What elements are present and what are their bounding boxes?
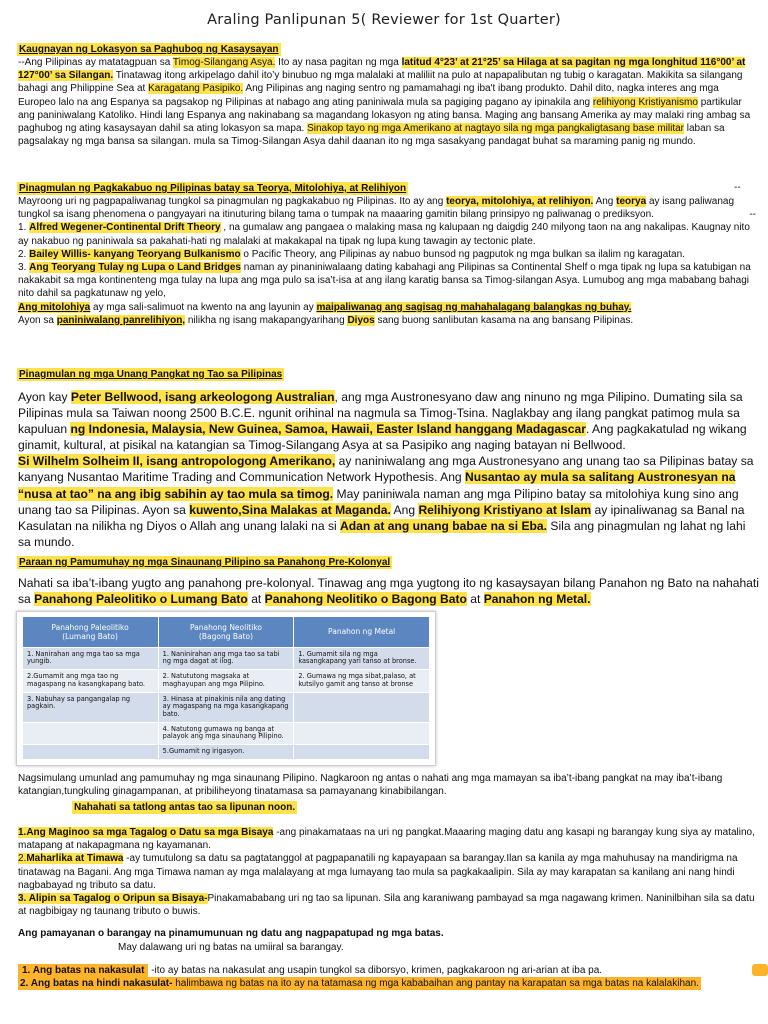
text: ay ipinaliwanag sa Banal na Kasulatan na nilikha ng Diyos o Allah ang unang lalaki na si	[18, 502, 745, 533]
antas-list	[18, 826, 756, 918]
highlight-line	[18, 977, 701, 990]
text: Ito ay nasa pagitan ng mga	[275, 57, 402, 68]
table-row	[23, 722, 430, 745]
highlight: Timog-Silangang Asya.	[172, 57, 276, 68]
highlight: latitud 4°23’ at 21°25’ sa Hilaga at sa pagitan ng mga longhitud 116°00’ at 127°00’ sa Silangan.	[18, 57, 746, 82]
highlight: Panahon ng Metal.	[483, 592, 591, 607]
text: Ang	[593, 196, 617, 207]
highlight: Panahong Paleolitiko o Lumang Bato	[34, 592, 248, 607]
text: Ayon sa	[18, 314, 57, 326]
table-header-row	[23, 617, 430, 647]
batas-list	[18, 964, 756, 990]
text: o Pacific Theory, ang Pilipinas ay nabuo bunsod ng pagputok ng mga bulkan sa ilalim ng karagatan.	[240, 248, 685, 260]
panahon-table	[22, 617, 430, 760]
highlight: Maharlika at Timawa	[26, 853, 124, 865]
page-title: Araling Panlipunan 5( Reviewer for 1st Quarter)	[207, 12, 561, 28]
text: , ang mga Austronesyano daw ang ninuno ng mga Pilipino. Dumating sila sa Pilipinas mula sa Taiwan noong 2500 B.C.E. ngunit orihinal na nagmula sa Timog-Tsina. Naglakbay ang ilang pangkat patimog mula sa kapuluan	[18, 390, 743, 437]
text: sang buong sanlibutan kasama na ang bansang Pilipinas.	[374, 314, 634, 326]
table-cell: 1. Gumamit sila ng mga kasangkapang yari tanso at bronse.	[294, 647, 430, 670]
text: nilikha ng isang makapangyarihang	[185, 314, 348, 326]
lipunan-intro: Nagsimulang umunlad ang pamumuhay ng mga sinaunang Pilipino. Nagkaroon ng antas o nahati ang mga mamayan sa iba’t-ibang pangkat na may iba’t-ibang katangian,tungkuling ginagampanan, at pribiliheyong tinatamasa sa pamayanang kinabibilangan.	[18, 773, 723, 798]
highlight: Bailey Willis- kanyang Teoryang Bulkanismo	[29, 248, 241, 260]
table-cell: 1. Nanirahan ang mga tao sa mga yungib.	[23, 647, 159, 670]
dash-marker: --	[749, 209, 756, 221]
table-cell: 3. Nabuhay sa pangangalap ng pagkain.	[23, 692, 159, 722]
text: -ang pinakamataas na uri ng pangkat.Maaaring maging datu ang kasapi ng barangay kung siya ay matalino, matapang at nakapagmana ng kayamanan.	[18, 827, 755, 852]
table-cell: 4. Natutong gumawa ng banga at palayok ang mga sinaunang Pilipino.	[158, 722, 294, 745]
text: Nahati sa iba’t-ibang yugto ang panahong pre-kolonyal. Tinawag ang mga yugtong ito ng kasaysayan bilang Panahon ng Bato na nahahati sa	[18, 576, 759, 607]
table-cell	[23, 722, 159, 745]
text: Ayon kay	[18, 390, 71, 404]
section-body-unang-pangkat	[18, 389, 760, 550]
text: Mayroong uri ng pagpapaliwanag tungkol sa pinagmulan ng pagkakabuo ng Pilipinas. Ito ay ang	[18, 196, 447, 207]
highlight: 1. Ang batas na nakasulat	[18, 964, 148, 977]
highlight: Nusantao ay mula sa salitang Austronesyan na “nusa at tao” na ang ibig sabihin ay tao mula sa timog.	[18, 470, 736, 501]
text: 2.	[18, 248, 30, 260]
section-heading-pamumuhay: Paraan ng Pamumuhay ng mga Sinaunang Pilipino sa Panahong Pre-Kolonyal	[19, 557, 391, 568]
highlight: Alfred Wegener-Continental Drift Theory	[29, 222, 221, 234]
table-row	[23, 647, 430, 670]
highlight: ng Indonesia, Malaysia, New Guinea, Samoa, Hawaii, Easter Island hanggang Madagascar	[70, 422, 586, 437]
highlight: 2. Ang batas na hindi nakasulat-	[20, 978, 173, 990]
batas-statement: Ang pamayanan o barangay na pinamumunuan ng datu ang nagpapatupad ng mga batas.	[18, 928, 444, 939]
highlight: teorya	[616, 196, 647, 207]
highlight: paniniwalang panrelihiyon,	[56, 314, 186, 326]
text: -ito ay batas na nakasulat ang usapin tungkol sa diborsyo, krimen, pagkakaroon ng ari-arian at iba pa.	[148, 965, 603, 976]
text: May paniniwala naman ang mga Pilipino batay sa mitolohiya kung sino ang unang tao sa Pilipinas. Ayon sa	[18, 486, 739, 517]
highlight: relihiyong Kristiyanismo	[592, 96, 698, 108]
text: ay isang paliwanag tungkol sa isang phenomena o pangyayari na itinuturing bilang tama o tumpak na maaaring gamitin bilang prinsipyo ng paliwanag o prediksyon.	[18, 196, 735, 221]
highlight: Karagatang Pasipiko.	[148, 83, 244, 95]
batas-subline: May dalawang uri ng batas na umiiral sa barangay.	[118, 942, 344, 953]
text: partikular ang paniniwalang Katoliko. Hindi lang Espanya ang nakinabang sa magandang lokasyon ng ating bansa. Maging ang bansang Amerika ay may malaki ring ambag sa paghubog ng ating kasaysayan dahil sa ating lokasyon sa mapa.	[18, 96, 751, 135]
text: --Ang Pilipinas ay matatagpuan sa	[18, 57, 173, 68]
text: ay mga sali-salimuot na kwento na ang layunin ay	[90, 301, 317, 313]
table-cell: 2. Natututong magsaka at maghayupan ang mga Pilipino.	[158, 670, 294, 693]
text: Sila ang pinagmulan ng lahat ng lahi sa mundo.	[18, 518, 746, 549]
table-row	[23, 692, 430, 722]
text: , na gumalaw ang pangaea o malaking masa ng kalupaan ng daigdig 240 milyong taon na ang nakalipas. Kaugnay nito ay nakabuo ng paniniwala sa pakahati-hati ng malalaki at makakapal na tipak ng lupa kung tawagin ay tectonic plate.	[18, 222, 750, 247]
highlight: Ang mitolohiya	[18, 301, 91, 313]
dash-marker: --	[734, 182, 741, 193]
text: -ay tumutulong sa datu sa pagtatanggol at pagpapanatili ng kapayapaan sa barangay.Ilan sa kanila ay mga mahuhusay na mandirigma na tinatawag na Bagani. Ang mga Timawa naman ay mga malalayang at mga lumayang tao mula sa pagkakaalipin. Sila ay may karapatan sa kanilang ani nang hindi nagbabayad ng tributo sa datu.	[18, 853, 738, 891]
table-header-neolitiko: Panahong Neolitiko (Bagong Bato)	[158, 617, 294, 647]
highlight: maipaliwanag ang sagisag ng mahahalagang balangkas ng buhay.	[316, 301, 632, 313]
text: halimbawa ng batas na ito ay na tatamasa ng mga kababaihan ang pantay na karapatan sa mga batas na kalalakihan.	[172, 978, 699, 990]
highlight: 1.Ang Maginoo sa mga Tagalog o Datu sa mga Bisaya	[18, 827, 274, 838]
highlight: teorya, mitolohiya, at relihiyon.	[446, 196, 594, 207]
highlight: Panahong Neolitiko o Bagong Bato	[264, 592, 467, 607]
lipunan-subheading: Nahahati sa tatlong antas tao sa lipunan noon.	[74, 802, 296, 813]
text: at	[247, 592, 265, 607]
text: at	[466, 592, 484, 607]
highlight: Ang Teoryang Tulay ng Lupa o Land Bridges	[29, 262, 241, 274]
highlight: Adan at ang unang babae na si Eba.	[340, 518, 548, 533]
text: 3.	[18, 262, 30, 274]
text: Ang	[390, 502, 419, 517]
table-cell: 3. Hinasa at pinakinis nila ang dating ay magaspang na mga kasangkapang bato.	[158, 692, 294, 722]
text: Tinatawag itong arkipelago dahil ito’y binubuo ng mga malalaki at maliliit na pulo at napapalibutan ng tubig o karagatan. Makikita sa silangang bahagi ang Philippine Sea at	[18, 70, 743, 95]
highlight: 3. Alipin sa Tagalog o Oripun sa Bisaya-	[18, 893, 208, 905]
table-cell: 1. Naninirahan ang mga tao sa tabi ng mga dagat at ilog.	[158, 647, 294, 670]
text: . Ang pagkakatulad ng wikang ginamit, kultural, at pisikal na katangian sa Timog-Silangang Asya at sa Pasipiko ang naging batayan ni Bellwood.	[18, 422, 747, 453]
highlight: Si Wilhelm Solheim II, isang antropologong Amerikano,	[18, 454, 336, 469]
table-row	[23, 745, 430, 760]
highlight: Peter Bellwood, isang arkeologong Australian	[70, 390, 335, 404]
table-row	[23, 670, 430, 693]
text: Ang Pilipinas ang naging sentro ng pamamahagi ng iba't ibang produkto. Dahil dito, nagka interes ang mga Europeo lalo na ang Espanya sa pagsakop ng Pilipinas at nabago ang ating paniniwala mula sa pagiging pagano ay ipinakila ang	[18, 83, 719, 108]
table-cell	[294, 722, 430, 745]
section-body-lokasyon	[18, 56, 756, 148]
table-header-metal: Panahon ng Metal	[294, 617, 430, 647]
highlight-marker	[752, 964, 768, 976]
section-body-pagkakabuo	[18, 195, 756, 327]
table-cell: 2. Gumawa ng mga sibat,palaso, at kutsilyo gamit ang tanso at bronse	[294, 670, 430, 693]
table-cell: 2.Gumamit ang mga tao ng magaspang na kasangkapang bato.	[23, 670, 159, 693]
table-header-paleolitiko: Panahong Paleolitiko (Lumang Bato)	[23, 617, 159, 647]
section-heading-lokasyon: Kaugnayan ng Lokasyon sa Paghubog ng Kasaysayan	[19, 44, 279, 55]
highlight: 2.	[18, 853, 27, 865]
highlight: Sinakop tayo ng mga Amerikano at nagtayo sila ng mga pangkaligtasang base militar	[307, 123, 684, 135]
panahon-table-frame	[16, 611, 436, 766]
text: Pinakamababang uri ng tao sa lipunan. Sila ang karaniwang pambayad sa mga nagawang krimen. Naninilbihan sila sa datu at nagbibigay ng taunang tributo o buwis.	[18, 893, 755, 918]
text: laban sa pagsalakay ng mga bansa sa silangan. mula sa Timog-Silangan Asya dahil daanan ito ng mga sasakyang pandagat buhat sa maraming panig ng mundo.	[18, 123, 725, 148]
section-body-pamumuhay	[18, 575, 760, 607]
table-cell	[294, 692, 430, 722]
highlight: Diyos	[347, 314, 375, 326]
text: naman ay pinaniniwalaang dating kabahagi ang Pilipinas sa Continental Shelf o mga tipak ng lupa sa katubigan na nakakabit sa mga kontinenteng mga tulay na lupa ang mga pulo sa isa’t-isa at ang ilang karatig bansa sa Timog-silangan Asya. Lumubog ang mga mababang bahagi nito dahil sa pagkatunaw ng yelo,	[18, 262, 751, 300]
table-cell	[294, 745, 430, 760]
section-heading-pagkakabuo: Pinagmulan ng Pagkakabuo ng Pilipinas batay sa Teorya, Mitolohiya, at Relihiyon	[19, 183, 407, 194]
highlight: Relihiyong Kristiyano at Islam	[418, 502, 592, 517]
table-cell: 5.Gumamit ng irigasyon.	[158, 745, 294, 760]
text: 1.	[18, 222, 30, 234]
table-cell	[23, 745, 159, 760]
highlight: kuwento,Sina Malakas at Maganda.	[189, 502, 391, 517]
text: ay naniniwalang ang mga Austronesyano ang unang tao sa Pilipinas batay sa kanyang Nusantao Maritime Trading and Communication Network Hypothesis. Ang	[18, 454, 754, 485]
section-heading-unang-pangkat: Pinagmulan ng mga Unang Pangkat ng Tao sa Pilipinas	[19, 369, 283, 380]
